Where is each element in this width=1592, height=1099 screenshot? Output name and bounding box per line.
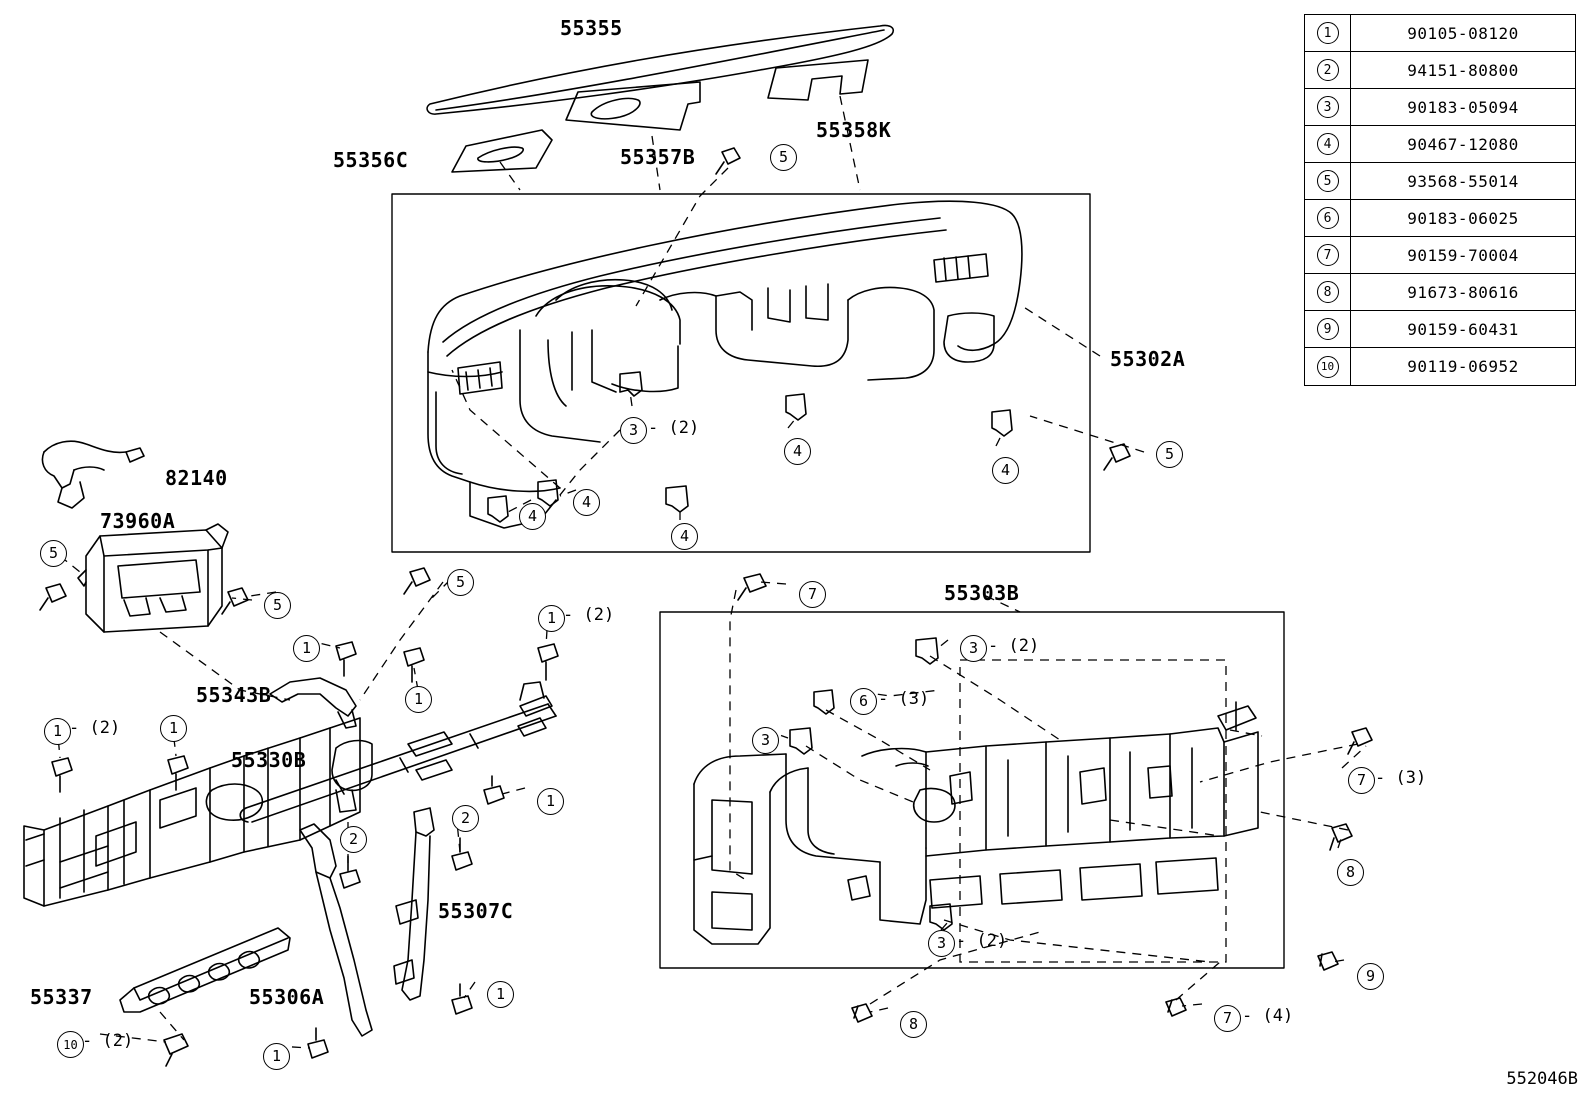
- callout-balloon[interactable]: 3: [928, 930, 955, 957]
- part-label: 55343B: [196, 683, 272, 707]
- callout-balloon[interactable]: 10: [57, 1031, 84, 1058]
- legend-balloon: 4: [1317, 133, 1339, 155]
- part-label: 73960A: [100, 509, 176, 533]
- legend-row[interactable]: [1305, 237, 1575, 274]
- callout-balloon[interactable]: 7: [799, 581, 826, 608]
- legend-balloon: 3: [1317, 96, 1339, 118]
- callout-balloon[interactable]: 3: [620, 417, 647, 444]
- legend-number-cell: [1305, 348, 1351, 385]
- legend-number-cell: [1305, 52, 1351, 88]
- legend-part-number: 90183-05094: [1407, 97, 1519, 117]
- legend-number-cell: [1305, 126, 1351, 162]
- figure-code: 552046B: [1506, 1069, 1578, 1089]
- callout-balloon[interactable]: 3: [752, 727, 779, 754]
- legend-balloon: 10: [1317, 356, 1339, 378]
- quantity-note: - (2): [956, 931, 1008, 951]
- legend-number-cell: [1305, 200, 1351, 236]
- callout-balloon[interactable]: 4: [573, 489, 600, 516]
- callout-balloon[interactable]: 7: [1348, 767, 1375, 794]
- callout-balloon[interactable]: 4: [784, 438, 811, 465]
- callout-balloon[interactable]: 1: [160, 715, 187, 742]
- callout-balloon[interactable]: 1: [537, 788, 564, 815]
- legend-number-cell: [1305, 237, 1351, 273]
- legend-row[interactable]: [1305, 15, 1575, 52]
- callout-balloon[interactable]: 1: [487, 981, 514, 1008]
- legend-part-number: 90105-08120: [1407, 23, 1519, 43]
- quantity-note: - (2): [82, 1031, 134, 1051]
- callout-balloon[interactable]: 4: [992, 457, 1019, 484]
- legend-row[interactable]: [1305, 163, 1575, 200]
- callout-balloon[interactable]: 7: [1214, 1005, 1241, 1032]
- legend-balloon: 2: [1317, 59, 1339, 81]
- callout-balloon[interactable]: 6: [850, 688, 877, 715]
- legend-part-number: 93568-55014: [1407, 171, 1519, 191]
- legend-part-number: 94151-80800: [1407, 60, 1519, 80]
- quantity-note: - (2): [648, 418, 700, 438]
- legend-part-number: 90183-06025: [1407, 208, 1519, 228]
- quantity-note: - (3): [1375, 768, 1427, 788]
- part-label: 55358K: [816, 118, 892, 142]
- part-label: 55307C: [438, 899, 514, 923]
- part-label: 55337: [30, 985, 93, 1009]
- legend-number-cell: [1305, 274, 1351, 310]
- legend-number-cell: [1305, 15, 1351, 51]
- callout-balloon[interactable]: 5: [447, 569, 474, 596]
- legend-balloon: 1: [1317, 22, 1339, 44]
- parts-legend-table: [1304, 14, 1576, 386]
- part-label: 55356C: [333, 148, 409, 172]
- part-label: 55357B: [620, 145, 696, 169]
- legend-number-cell: [1305, 311, 1351, 347]
- legend-balloon: 6: [1317, 207, 1339, 229]
- callout-balloon[interactable]: 3: [960, 635, 987, 662]
- quantity-note: - (4): [1242, 1006, 1294, 1026]
- legend-row[interactable]: [1305, 274, 1575, 311]
- legend-balloon: 5: [1317, 170, 1339, 192]
- legend-balloon: 8: [1317, 281, 1339, 303]
- callout-balloon[interactable]: 1: [538, 605, 565, 632]
- quantity-note: - (2): [69, 718, 121, 738]
- callout-balloon[interactable]: 4: [519, 503, 546, 530]
- legend-balloon: 7: [1317, 244, 1339, 266]
- legend-part-number: 91673-80616: [1407, 282, 1519, 302]
- callout-balloon[interactable]: 1: [263, 1043, 290, 1070]
- quantity-note: - (3): [878, 689, 930, 709]
- callout-balloon[interactable]: 8: [1337, 859, 1364, 886]
- legend-number-cell: [1305, 163, 1351, 199]
- legend-balloon: 9: [1317, 318, 1339, 340]
- part-label: 55330B: [231, 748, 307, 772]
- callout-balloon[interactable]: 1: [44, 718, 71, 745]
- callout-balloon[interactable]: 4: [671, 523, 698, 550]
- part-label: 55303B: [944, 581, 1020, 605]
- callout-balloon[interactable]: 5: [264, 592, 291, 619]
- part-label: 82140: [165, 466, 228, 490]
- callout-balloon[interactable]: 9: [1357, 963, 1384, 990]
- legend-row[interactable]: [1305, 52, 1575, 89]
- callout-balloon[interactable]: 1: [405, 686, 432, 713]
- legend-part-number: 90159-70004: [1407, 245, 1519, 265]
- part-label: 55306A: [249, 985, 325, 1009]
- callout-balloon[interactable]: 5: [1156, 441, 1183, 468]
- legend-row[interactable]: [1305, 126, 1575, 163]
- quantity-note: - (2): [988, 636, 1040, 656]
- callout-balloon[interactable]: 8: [900, 1011, 927, 1038]
- legend-row[interactable]: [1305, 89, 1575, 126]
- part-label: 55355: [560, 16, 623, 40]
- callout-balloon[interactable]: 1: [293, 635, 320, 662]
- callout-balloon[interactable]: 2: [452, 805, 479, 832]
- part-label: 55302A: [1110, 347, 1186, 371]
- legend-part-number: 90467-12080: [1407, 134, 1519, 154]
- legend-row[interactable]: [1305, 200, 1575, 237]
- callout-balloon[interactable]: 5: [40, 540, 67, 567]
- legend-row[interactable]: [1305, 348, 1575, 385]
- callout-balloon[interactable]: 2: [340, 826, 367, 853]
- legend-row[interactable]: [1305, 311, 1575, 348]
- legend-number-cell: [1305, 89, 1351, 125]
- quantity-note: - (2): [563, 605, 615, 625]
- legend-part-number: 90159-60431: [1407, 319, 1519, 339]
- legend-part-number: 90119-06952: [1407, 357, 1519, 376]
- callout-balloon[interactable]: 5: [770, 144, 797, 171]
